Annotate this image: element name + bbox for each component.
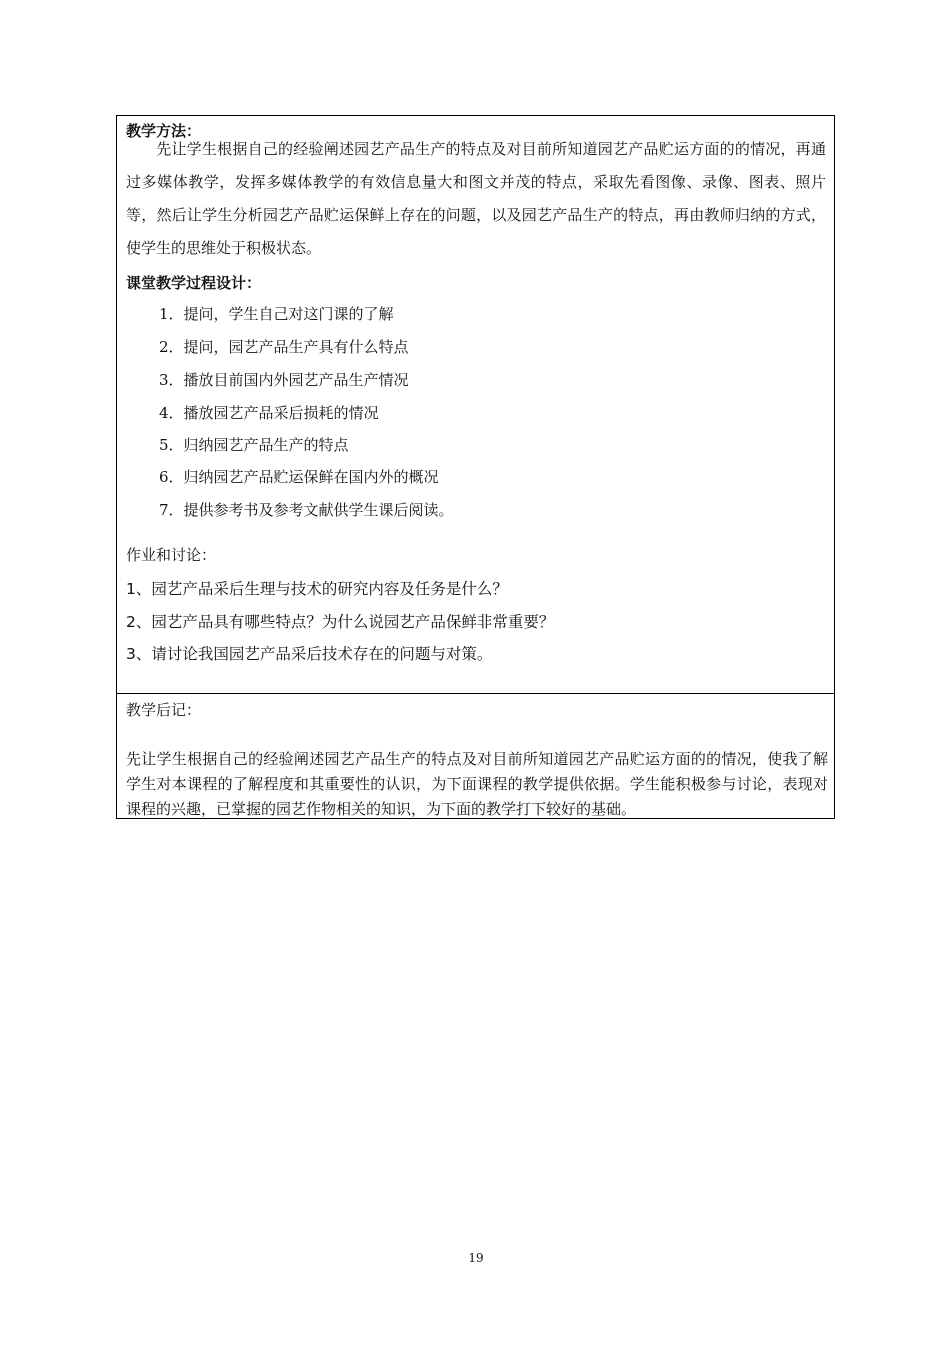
teaching-reflection-cell	[117, 694, 834, 818]
method-heading: 教学方法：	[126, 122, 202, 140]
method-paragraph	[126, 133, 826, 265]
homework-question: 3、请讨论我国园艺产品采后技术存在的问题与对策。	[126, 645, 493, 663]
process-step: 6．归纳园艺产品贮运保鲜在国内外的概况	[159, 468, 439, 486]
process-step: 2．提问，园艺产品生产具有什么特点	[159, 338, 409, 356]
process-step: 4．播放园艺产品采后损耗的情况	[159, 404, 379, 422]
reflection-text: 先让学生根据自己的经验阐述园艺产品生产的特点及对目前所知道园艺产品贮运方面的的情况，使我了解学生对本课程的了解程度和其重要性的认识，为下面课程的教学提供依据。学生能积极参与讨论，表现对课程的兴趣，已掌握的园艺作物相关的知识，为下面的教学打下较好的基础。	[126, 750, 828, 818]
process-step: 1．提问，学生自己对这门课的了解	[159, 305, 394, 323]
teaching-content-cell	[117, 116, 834, 694]
process-step: 7．提供参考书及参考文献供学生课后阅读。	[159, 501, 454, 519]
process-step: 5．归纳园艺产品生产的特点	[159, 436, 349, 454]
method-text: 先让学生根据自己的经验阐述园艺产品生产的特点及对目前所知道园艺产品贮运方面的的情况，再通过多媒体教学，发挥多媒体教学的有效信息量大和图文并茂的特点，采取先看图像、录像、图表、照片等，然后让学生分析园艺产品贮运保鲜上存在的问题，以及园艺产品生产的特点，再由教师归纳的方式，使学生的思维处于积极状态。	[126, 140, 826, 257]
page-number: 19	[468, 1251, 484, 1265]
lesson-table	[116, 115, 835, 819]
homework-question: 2、园艺产品具有哪些特点？为什么说园艺产品保鲜非常重要？	[126, 613, 555, 631]
process-heading: 课堂教学过程设计：	[126, 274, 262, 292]
process-step: 3．播放目前国内外园艺产品生产情况	[159, 371, 409, 389]
reflection-label: 教学后记：	[126, 701, 202, 719]
homework-question: 1、园艺产品采后生理与技术的研究内容及任务是什么？	[126, 580, 508, 598]
homework-label: 作业和讨论：	[126, 546, 217, 564]
